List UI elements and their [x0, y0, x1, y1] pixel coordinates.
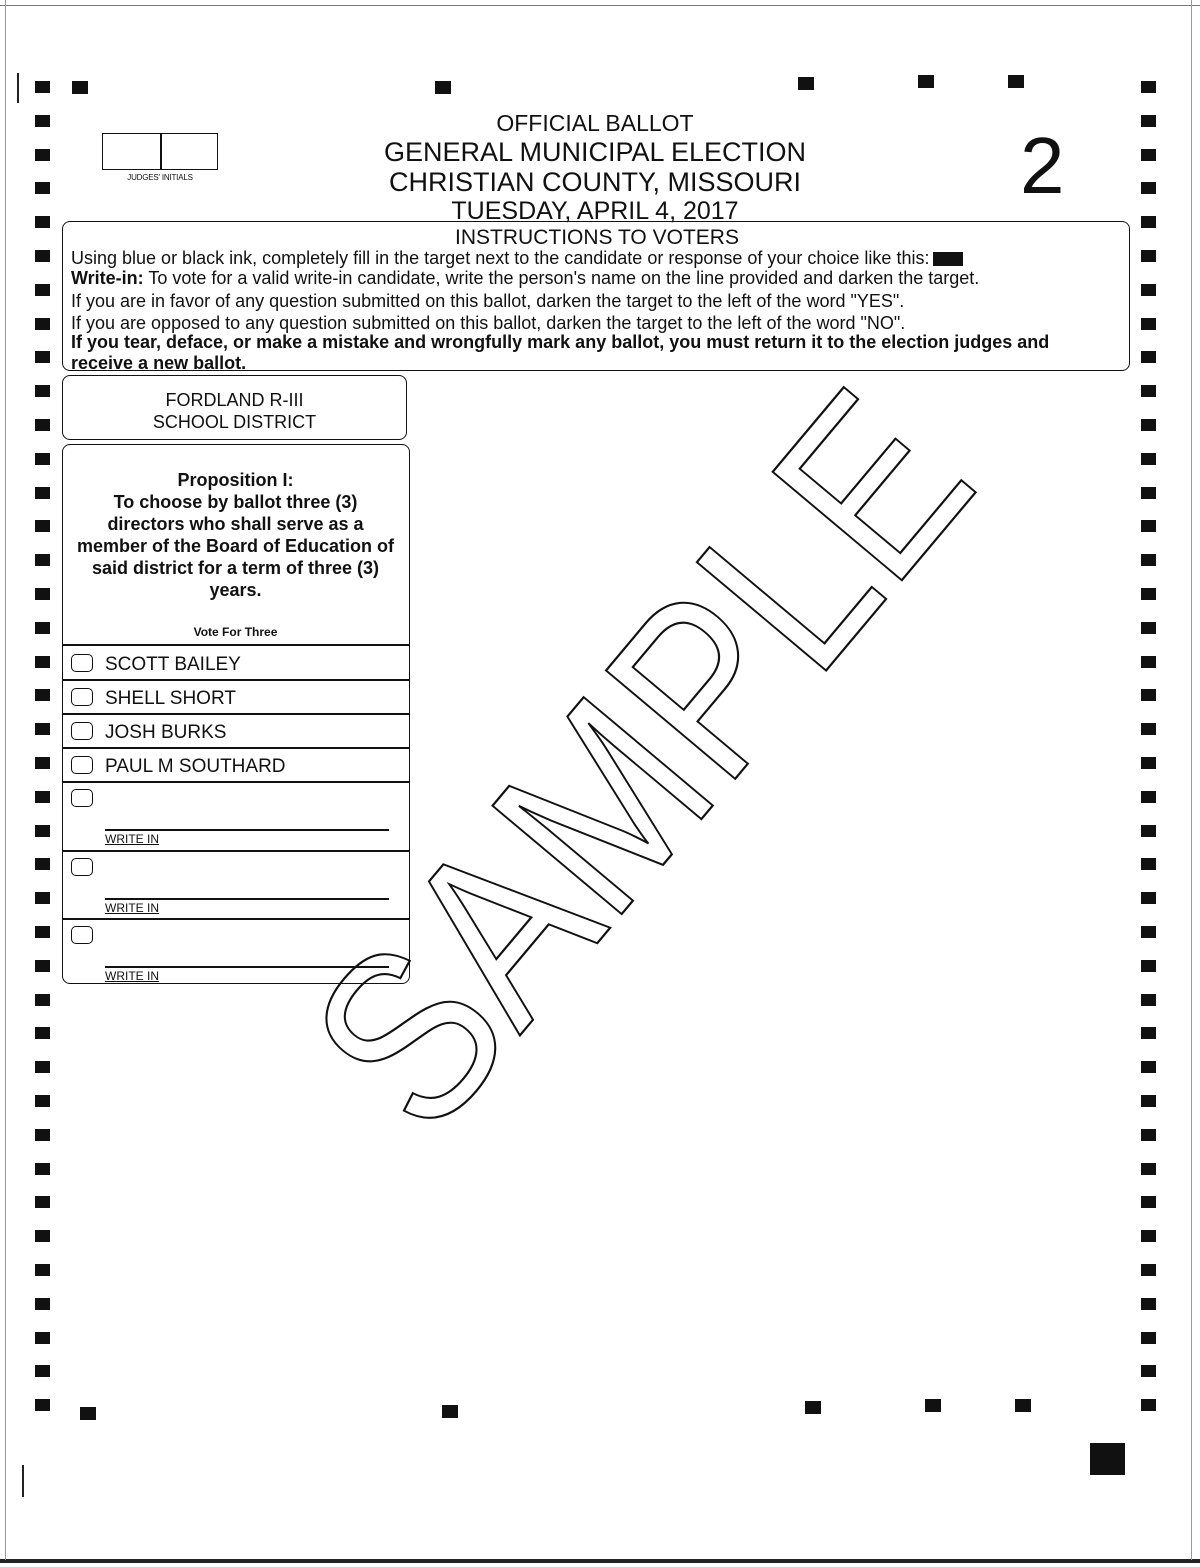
- instruction-line-1: Using blue or black ink, completely fill in the target next to the candidate or response of your choice like this:: [71, 248, 963, 269]
- timing-mark-right: [1141, 1230, 1156, 1242]
- bottom-edge-line: [0, 1559, 1200, 1563]
- instruction-line-2: Write-in: To vote for a valid write-in candidate, write the person's name on the line provided and darken the target.: [71, 268, 980, 288]
- timing-mark-left: [35, 757, 50, 769]
- candidate-target[interactable]: [71, 722, 93, 740]
- filled-target-example: [933, 252, 963, 266]
- timing-mark-right: [1141, 1196, 1156, 1208]
- timing-mark-right: [1141, 892, 1156, 904]
- timing-mark-left: [35, 250, 50, 262]
- write-in-label: WRITE IN: [105, 901, 159, 915]
- proposition-line: member of the Board of Education of: [76, 536, 394, 556]
- candidate-target[interactable]: [71, 756, 93, 774]
- timing-mark-left: [35, 1365, 50, 1377]
- timing-mark-left: [35, 791, 50, 803]
- timing-mark-right: [1141, 1095, 1156, 1107]
- timing-mark-right: [1141, 622, 1156, 634]
- timing-mark-left: [35, 1163, 50, 1175]
- timing-mark-left: [35, 81, 50, 93]
- timing-mark-left: [35, 385, 50, 397]
- timing-mark-right: [1141, 554, 1156, 566]
- timing-mark-right: [1141, 960, 1156, 972]
- instruction-line-3: If you are in favor of any question submitted on this ballot, darken the target to the left of the word "YES".: [71, 291, 905, 311]
- timing-mark-left: [35, 1332, 50, 1344]
- timing-mark-left: [35, 622, 50, 634]
- candidate-name: JOSH BURKS: [105, 722, 227, 743]
- right-edge-line: [1191, 0, 1192, 1560]
- district-name: FORDLAND R-III: [165, 390, 304, 410]
- timing-mark-right: [1141, 689, 1156, 701]
- timing-mark-left: [35, 1298, 50, 1310]
- election-name: GENERAL MUNICIPAL ELECTION: [383, 137, 807, 167]
- timing-mark-left: [35, 994, 50, 1006]
- timing-mark-bottom: [442, 1405, 458, 1418]
- proposition-text: [63, 469, 408, 601]
- district-type: SCHOOL DISTRICT: [152, 412, 317, 432]
- left-edge-line: [5, 0, 6, 1560]
- top-edge-line: [0, 5, 1200, 6]
- timing-mark-right: [1141, 926, 1156, 938]
- timing-mark-left: [35, 1095, 50, 1107]
- judges-initials-divider: [160, 134, 162, 169]
- proposition-title: Proposition I:: [177, 470, 294, 490]
- left-bottom-mark: [22, 1465, 24, 1497]
- timing-mark-right: [1141, 351, 1156, 363]
- write-in-target[interactable]: [71, 789, 93, 807]
- write-in-label: WRITE IN: [105, 969, 159, 983]
- timing-mark-left: [35, 1061, 50, 1073]
- timing-mark-left: [35, 554, 50, 566]
- timing-mark-left: [35, 453, 50, 465]
- timing-mark-right: [1141, 994, 1156, 1006]
- timing-mark-right: [1141, 419, 1156, 431]
- proposition-line: said district for a term of three (3): [91, 558, 380, 578]
- timing-mark-left: [35, 588, 50, 600]
- timing-mark-right: [1141, 656, 1156, 668]
- timing-mark-right: [1141, 791, 1156, 803]
- candidate-row-shell-short[interactable]: [63, 681, 409, 715]
- candidate-row-paul-m-southard[interactable]: [63, 749, 409, 783]
- proposition-line: directors who shall serve as a: [107, 514, 364, 534]
- sample-watermark-text: SAMPLE: [258, 338, 1022, 1178]
- candidate-name: PAUL M SOUTHARD: [105, 756, 286, 777]
- candidate-row-josh-burks[interactable]: [63, 715, 409, 749]
- timing-mark-right: [1141, 250, 1156, 262]
- timing-mark-right: [1141, 318, 1156, 330]
- candidate-target[interactable]: [71, 688, 93, 706]
- write-in-line[interactable]: [105, 898, 389, 900]
- timing-mark-right: [1141, 385, 1156, 397]
- candidate-target[interactable]: [71, 654, 93, 672]
- instruction-line-5: If you tear, deface, or make a mistake and wrongfully mark any ballot, you must return it to the election judges and: [71, 332, 1050, 352]
- timing-mark-left: [35, 892, 50, 904]
- timing-mark-top: [918, 75, 934, 88]
- timing-mark-left: [35, 520, 50, 532]
- timing-mark-right: [1141, 1399, 1156, 1411]
- timing-mark-left: [35, 656, 50, 668]
- proposition-line: To choose by ballot three (3): [113, 492, 358, 512]
- write-in-target[interactable]: [71, 926, 93, 944]
- timing-mark-left: [35, 1129, 50, 1141]
- timing-mark-left: [35, 926, 50, 938]
- timing-mark-top: [72, 81, 88, 94]
- timing-mark-right: [1141, 588, 1156, 600]
- county-name: CHRISTIAN COUNTY, MISSOURI: [388, 167, 802, 197]
- write-in-row-2[interactable]: [63, 852, 409, 918]
- candidate-name: SHELL SHORT: [105, 688, 236, 709]
- judges-initials-box[interactable]: [102, 133, 218, 170]
- timing-mark-right: [1141, 1061, 1156, 1073]
- timing-mark-bottom: [1015, 1399, 1031, 1412]
- timing-mark-right: [1141, 520, 1156, 532]
- timing-mark-right: [1141, 1298, 1156, 1310]
- timing-mark-bottom: [925, 1399, 941, 1412]
- instructions-box: [62, 221, 1130, 371]
- vote-for-label: Vote For Three: [193, 625, 278, 639]
- ballot-title: OFFICIAL BALLOT: [496, 110, 694, 136]
- timing-mark-right: [1141, 1129, 1156, 1141]
- election-date: TUESDAY, APRIL 4, 2017: [451, 197, 739, 223]
- judges-initials-label: JUDGES' INITIALS: [127, 173, 193, 182]
- timing-mark-top: [798, 77, 814, 90]
- write-in-row-1[interactable]: [63, 783, 409, 849]
- contest-box: [62, 444, 410, 984]
- timing-mark-right: [1141, 1163, 1156, 1175]
- timing-mark-right: [1141, 858, 1156, 870]
- timing-mark-left: [35, 689, 50, 701]
- timing-mark-left: [35, 1264, 50, 1276]
- left-bracket-mark: [17, 73, 19, 103]
- timing-mark-bottom: [805, 1401, 821, 1414]
- timing-mark-right: [1141, 1332, 1156, 1344]
- timing-mark-right: [1141, 487, 1156, 499]
- timing-mark-left: [35, 1399, 50, 1411]
- instruction-line-6: receive a new ballot.: [71, 353, 247, 369]
- timing-mark-left: [35, 487, 50, 499]
- timing-mark-top: [435, 81, 451, 94]
- timing-mark-left: [35, 1027, 50, 1039]
- timing-mark-right: [1141, 1027, 1156, 1039]
- write-in-label: WRITE IN: [105, 832, 159, 846]
- candidate-row-scott-bailey[interactable]: [63, 646, 409, 680]
- timing-mark-bottom: [80, 1407, 96, 1420]
- timing-mark-left: [35, 723, 50, 735]
- timing-mark-top: [1008, 75, 1024, 88]
- timing-mark-right: [1141, 1365, 1156, 1377]
- write-in-line[interactable]: [105, 829, 389, 831]
- timing-mark-corner: [1090, 1443, 1125, 1475]
- write-in-target[interactable]: [71, 858, 93, 876]
- timing-mark-left: [35, 419, 50, 431]
- timing-mark-right: [1141, 453, 1156, 465]
- ballot-style-number: 2: [1020, 121, 1065, 210]
- proposition-line: years.: [209, 580, 262, 600]
- timing-mark-left: [35, 284, 50, 296]
- timing-mark-left: [35, 318, 50, 330]
- timing-mark-right: [1141, 81, 1156, 93]
- timing-mark-left: [35, 1230, 50, 1242]
- candidate-name: SCOTT BAILEY: [105, 654, 241, 675]
- timing-mark-left: [35, 1196, 50, 1208]
- timing-mark-left: [35, 960, 50, 972]
- instruction-line-4: If you are opposed to any question submitted on this ballot, darken the target to the left of the word "NO".: [71, 313, 906, 333]
- timing-mark-left: [35, 858, 50, 870]
- timing-mark-right: [1141, 825, 1156, 837]
- district-header: [62, 375, 407, 440]
- timing-mark-right: [1141, 1264, 1156, 1276]
- timing-mark-right: [1141, 757, 1156, 769]
- timing-mark-left: [35, 825, 50, 837]
- instructions-title: INSTRUCTIONS TO VOTERS: [455, 226, 739, 249]
- timing-mark-right: [1141, 284, 1156, 296]
- timing-mark-left: [35, 351, 50, 363]
- timing-mark-right: [1141, 723, 1156, 735]
